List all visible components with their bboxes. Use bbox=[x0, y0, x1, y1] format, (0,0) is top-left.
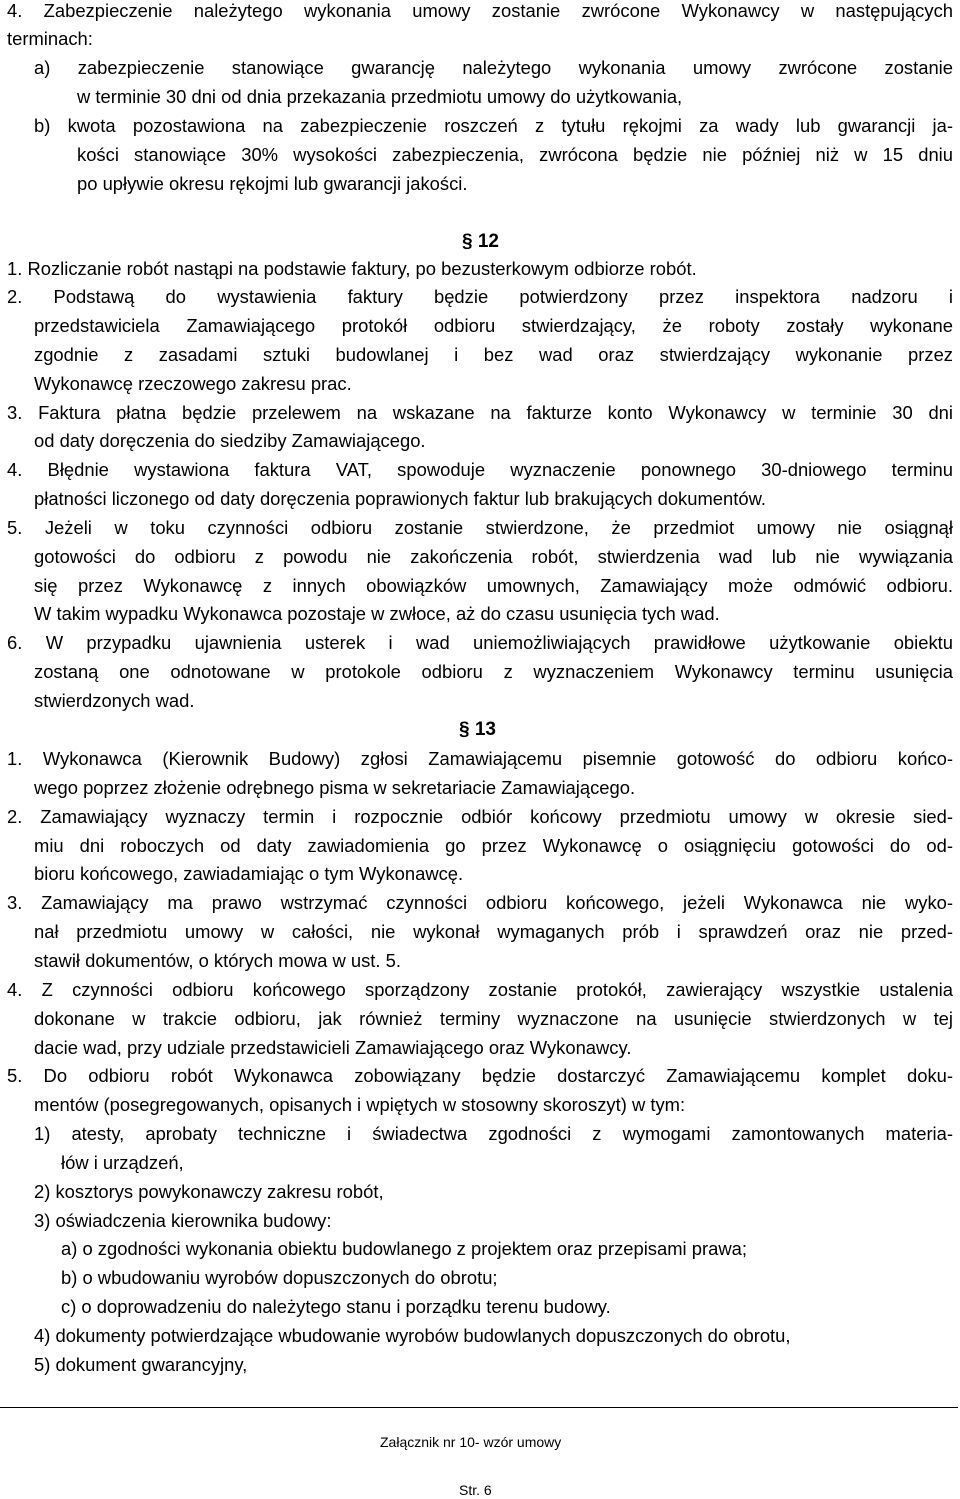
paragraph-line: mentów (posegregowanych, opisanych i wpiętych w stosowny skoroszyt) w tym: bbox=[34, 1094, 686, 1115]
section-heading-13: § 13 bbox=[459, 719, 496, 740]
list-item: 1) atesty, aprobaty techniczne i świadectwa zgodności z wymogami zamontowanych materia- bbox=[34, 1123, 953, 1144]
paragraph-line: 3. Faktura płatna będzie przelewem na wskazane na fakturze konto Wykonawcy w terminie 30 dni bbox=[7, 402, 953, 423]
list-item: 4) dokumenty potwierdzające wbudowanie wyrobów budowlanych dopuszczonych do obrotu, bbox=[34, 1325, 791, 1346]
paragraph-line: 5. Do odbioru robót Wykonawca zobowiązany będzie dostarczyć Zamawiającemu komplet doku- bbox=[7, 1065, 953, 1086]
section-heading-12: § 12 bbox=[462, 231, 499, 252]
paragraph-line: stawił dokumentów, o których mowa w ust. 5. bbox=[34, 950, 401, 971]
paragraph-line: zgodnie z zasadami sztuki budowlanej i bez wad oraz stwierdzający wykonanie przez bbox=[34, 344, 953, 365]
paragraph-line: 1. Rozliczanie robót nastąpi na podstawie faktury, po bezusterkowym odbiorze robót. bbox=[7, 258, 697, 279]
footer-attachment-label: Załącznik nr 10- wzór umowy bbox=[380, 1434, 562, 1450]
list-item-b-cont: po upływie okresu rękojmi lub gwarancji jakości. bbox=[77, 173, 468, 194]
list-item: 5) dokument gwarancyjny, bbox=[34, 1354, 248, 1375]
paragraph-line: 6. W przypadku ujawnienia usterek i wad uniemożliwiających prawidłowe użytkowanie obiektu bbox=[7, 632, 953, 653]
list-item-a-cont: w terminie 30 dni od dnia przekazania przedmiotu umowy do użytkowania, bbox=[77, 86, 683, 107]
paragraph-line: Wykonawcę rzeczowego zakresu prac. bbox=[34, 373, 352, 394]
paragraph-line: 2. Podstawą do wystawienia faktury będzie potwierdzony przez inspektora nadzoru i bbox=[7, 286, 953, 307]
list-item-a: a) zabezpieczenie stanowiące gwarancję należytego wykonania umowy zwrócone zostanie bbox=[34, 57, 953, 78]
paragraph-line: bioru końcowego, zawiadamiając o tym Wykonawcę. bbox=[34, 863, 464, 884]
sub-list-item: a) o zgodności wykonania obiektu budowlanego z projektem oraz przepisami prawa; bbox=[61, 1238, 747, 1259]
list-item: 2) kosztorys powykonawczy zakresu robót, bbox=[34, 1181, 384, 1202]
paragraph-line: 5. Jeżeli w toku czynności odbioru zostanie stwierdzone, że przedmiot umowy nie osiągnął bbox=[7, 517, 953, 538]
paragraph-line: dokonane w trakcie odbioru, jak również terminy wyznaczone na usunięcie stwierdzonych w tej bbox=[34, 1008, 953, 1029]
list-item-cont: łów i urządzeń, bbox=[61, 1152, 184, 1173]
paragraph-line: wego poprzez złożenie odrębnego pisma w sekretariacie Zamawiającego. bbox=[34, 777, 636, 798]
paragraph-line: 1. Wykonawca (Kierownik Budowy) zgłosi Zamawiającemu pisemnie gotowość do odbioru końco- bbox=[7, 748, 953, 769]
sub-list-item: c) o doprowadzeniu do należytego stanu i porządku terenu budowy. bbox=[61, 1296, 611, 1317]
list-item: 3) oświadczenia kierownika budowy: bbox=[34, 1210, 332, 1231]
paragraph-line: 4. Z czynności odbioru końcowego sporządzony zostanie protokół, zawierający wszystkie ustalenia bbox=[7, 979, 953, 1000]
list-item-b: b) kwota pozostawiona na zabezpieczenie roszczeń z tytułu rękojmi za wady lub gwarancji ja- bbox=[34, 115, 953, 136]
list-item-b-cont: kości stanowiące 30% wysokości zabezpieczenia, zwrócona będzie nie później niż w 15 dniu bbox=[77, 144, 953, 165]
footer-divider bbox=[0, 1407, 958, 1408]
paragraph-line: przedstawiciela Zamawiającego protokół odbioru stwierdzający, że roboty zostały wykonane bbox=[34, 315, 953, 336]
paragraph-line: 3. Zamawiający ma prawo wstrzymać czynności odbioru końcowego, jeżeli Wykonawca nie wyko- bbox=[7, 892, 953, 913]
paragraph-line: miu dni roboczych od daty zawiadomienia go przez Wykonawcę o osiągnięciu gotowości do od- bbox=[34, 835, 953, 856]
paragraph-line: gotowości do odbioru z powodu nie zakończenia robót, stwierdzenia wad lub nie wywiązania bbox=[34, 546, 953, 567]
paragraph-line: nał przedmiotu umowy w całości, nie wykonał wymaganych prób i sprawdzeń oraz nie przed- bbox=[34, 921, 953, 942]
paragraph-line: od daty doręczenia do siedziby Zamawiającego. bbox=[34, 430, 426, 451]
sub-list-item: b) o wbudowaniu wyrobów dopuszczonych do obrotu; bbox=[61, 1267, 498, 1288]
paragraph-line: płatności liczonego od daty doręczenia poprawionych faktur lub brakujących dokumentów. bbox=[34, 488, 766, 509]
page-number: Str. 6 bbox=[459, 1482, 492, 1498]
paragraph-line: dacie wad, przy udziale przedstawicieli Zamawiającego oraz Wykonawcy. bbox=[34, 1037, 632, 1058]
paragraph-line: stwierdzonych wad. bbox=[34, 690, 195, 711]
paragraph-line: terminach: bbox=[7, 28, 93, 49]
paragraph-line: 2. Zamawiający wyznaczy termin i rozpocznie odbiór końcowy przedmiotu umowy w okresie sied- bbox=[7, 806, 953, 827]
paragraph-line: W takim wypadku Wykonawca pozostaje w zwłoce, aż do czasu usunięcia tych wad. bbox=[34, 603, 720, 624]
paragraph-line: 4. Błędnie wystawiona faktura VAT, spowoduje wyznaczenie ponownego 30-dniowego terminu bbox=[7, 459, 953, 480]
paragraph-line: zostaną one odnotowane w protokole odbioru z wyznaczeniem Wykonawcy terminu usunięcia bbox=[34, 661, 953, 682]
paragraph-line: 4. Zabezpieczenie należytego wykonania umowy zostanie zwrócone Wykonawcy w następujących bbox=[7, 0, 953, 21]
paragraph-line: się przez Wykonawcę z innych obowiązków umownych, Zamawiający może odmówić odbioru. bbox=[34, 575, 953, 596]
